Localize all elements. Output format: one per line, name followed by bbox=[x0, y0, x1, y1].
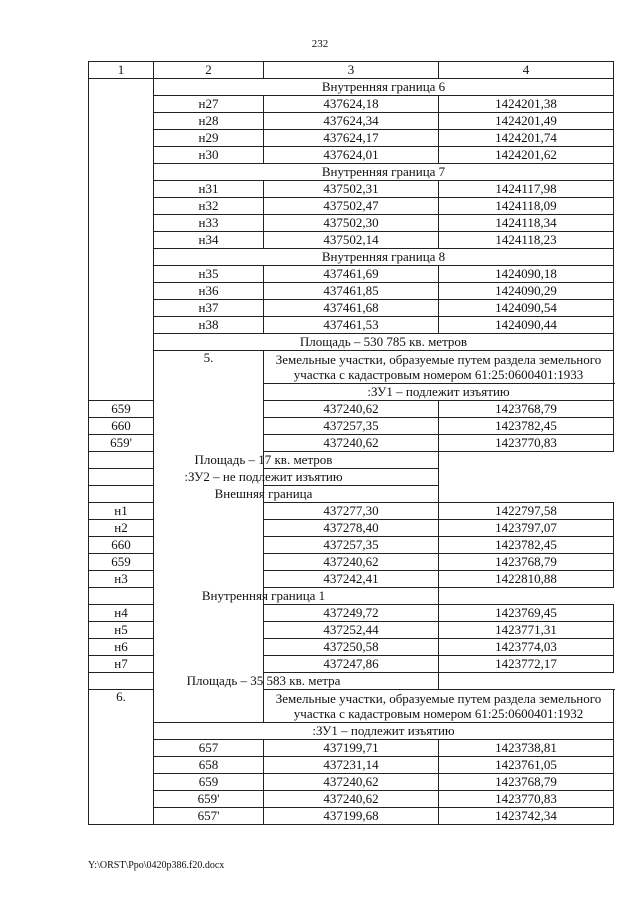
x-coordinate-cell: 437502,30 bbox=[264, 215, 439, 232]
y-coordinate-cell: 1423771,31 bbox=[439, 622, 614, 639]
file-path-footer: Y:\ORST\Ppo\0420p386.f20.docx bbox=[88, 860, 225, 871]
y-coordinate-cell: 1423768,79 bbox=[439, 401, 614, 418]
y-coordinate-cell: 1424090,54 bbox=[439, 300, 614, 317]
x-coordinate-cell: 437240,62 bbox=[264, 774, 439, 791]
x-coordinate-cell: 437257,35 bbox=[264, 418, 439, 435]
y-coordinate-cell: 1423782,45 bbox=[439, 537, 614, 554]
x-coordinate-cell: 437247,86 bbox=[264, 656, 439, 673]
subheading-row bbox=[89, 334, 614, 351]
x-coordinate-cell: 437240,62 bbox=[264, 435, 439, 452]
x-coordinate-cell: 437624,18 bbox=[264, 96, 439, 113]
x-coordinate-cell: 437461,69 bbox=[264, 266, 439, 283]
table-row bbox=[89, 808, 614, 825]
y-coordinate-cell: 1422797,58 bbox=[439, 503, 614, 520]
point-id-cell: 659 bbox=[154, 774, 264, 791]
y-coordinate-cell: 1423770,83 bbox=[439, 791, 614, 808]
point-id-cell: 660 bbox=[89, 537, 154, 554]
x-coordinate-cell: 437231,14 bbox=[264, 757, 439, 774]
section-number-cell bbox=[89, 79, 154, 401]
x-coordinate-cell: 437240,62 bbox=[264, 554, 439, 571]
table-row bbox=[89, 283, 614, 300]
x-coordinate-cell: 437199,71 bbox=[264, 740, 439, 757]
table-row bbox=[89, 317, 614, 334]
subheading-cell: :ЗУ1 – подлежит изъятию bbox=[264, 384, 614, 401]
table-body bbox=[89, 62, 614, 825]
table-row bbox=[89, 266, 614, 283]
point-id-cell: н7 bbox=[89, 656, 154, 673]
x-coordinate-cell: 437252,44 bbox=[264, 622, 439, 639]
subheading-row bbox=[89, 249, 614, 266]
x-coordinate-cell: 437624,01 bbox=[264, 147, 439, 164]
point-id-cell: н28 bbox=[154, 113, 264, 130]
table-row bbox=[89, 791, 614, 808]
table-row bbox=[89, 232, 614, 249]
point-id-cell: н38 bbox=[154, 317, 264, 334]
point-id-cell: 659' bbox=[154, 791, 264, 808]
x-coordinate-cell: 437257,35 bbox=[264, 537, 439, 554]
point-id-cell: н2 bbox=[89, 520, 154, 537]
y-coordinate-cell: 1423774,03 bbox=[439, 639, 614, 656]
section-title-cell: Земельные участки, образуемые путем раздела земельного участка с кадастровым номером 61:25:0600401:1933 bbox=[264, 351, 614, 384]
y-coordinate-cell: 1424117,98 bbox=[439, 181, 614, 198]
x-coordinate-cell: 437250,58 bbox=[264, 639, 439, 656]
section-title-row bbox=[89, 351, 614, 384]
table-row bbox=[89, 774, 614, 791]
y-coordinate-cell: 1423768,79 bbox=[439, 554, 614, 571]
section-title-cell: Земельные участки, образуемые путем раздела земельного участка с кадастровым номером 61:25:0600401:1932 bbox=[264, 690, 614, 723]
y-coordinate-cell: 1423770,83 bbox=[439, 435, 614, 452]
section-number-cell: 6. bbox=[89, 690, 154, 825]
subheading-row bbox=[89, 469, 614, 486]
point-id-cell: 659 bbox=[89, 401, 154, 418]
point-id-cell: 658 bbox=[154, 757, 264, 774]
point-id-cell: н29 bbox=[154, 130, 264, 147]
y-coordinate-cell: 1422810,88 bbox=[439, 571, 614, 588]
y-coordinate-cell: 1423797,07 bbox=[439, 520, 614, 537]
point-id-cell: н33 bbox=[154, 215, 264, 232]
subheading-cell: Внутренняя граница 1 bbox=[89, 588, 439, 605]
y-coordinate-cell: 1423742,34 bbox=[439, 808, 614, 825]
page-number: 232 bbox=[311, 38, 329, 50]
subheading-cell: :ЗУ1 – подлежит изъятию bbox=[154, 723, 614, 740]
subheading-cell: Внешняя граница bbox=[89, 486, 439, 503]
header-cell: 4 bbox=[439, 62, 614, 79]
y-coordinate-cell: 1423738,81 bbox=[439, 740, 614, 757]
y-coordinate-cell: 1424201,74 bbox=[439, 130, 614, 147]
subheading-row bbox=[89, 723, 614, 740]
point-id-cell: н27 bbox=[154, 96, 264, 113]
table-row bbox=[89, 198, 614, 215]
point-id-cell: 659 bbox=[89, 554, 154, 571]
y-coordinate-cell: 1424201,38 bbox=[439, 96, 614, 113]
table-row bbox=[89, 113, 614, 130]
y-coordinate-cell: 1423769,45 bbox=[439, 605, 614, 622]
y-coordinate-cell: 1424090,29 bbox=[439, 283, 614, 300]
subheading-cell: Внутренняя граница 8 bbox=[154, 249, 614, 266]
header-cell: 2 bbox=[154, 62, 264, 79]
y-coordinate-cell: 1424201,49 bbox=[439, 113, 614, 130]
subheading-cell: Внутренняя граница 7 bbox=[154, 164, 614, 181]
x-coordinate-cell: 437242,41 bbox=[264, 571, 439, 588]
point-id-cell: 657 bbox=[154, 740, 264, 757]
point-id-cell: н3 bbox=[89, 571, 154, 588]
y-coordinate-cell: 1423761,05 bbox=[439, 757, 614, 774]
subheading-row bbox=[89, 79, 614, 96]
point-id-cell: 657' bbox=[154, 808, 264, 825]
x-coordinate-cell: 437240,62 bbox=[264, 791, 439, 808]
subheading-row bbox=[89, 486, 614, 503]
coordinates-table bbox=[88, 61, 614, 825]
subheading-row bbox=[89, 673, 614, 690]
table-row bbox=[89, 96, 614, 113]
x-coordinate-cell: 437502,14 bbox=[264, 232, 439, 249]
y-coordinate-cell: 1423772,17 bbox=[439, 656, 614, 673]
x-coordinate-cell: 437249,72 bbox=[264, 605, 439, 622]
x-coordinate-cell: 437461,68 bbox=[264, 300, 439, 317]
header-row bbox=[89, 62, 614, 79]
point-id-cell: н4 bbox=[89, 605, 154, 622]
subheading-row bbox=[89, 588, 614, 605]
y-coordinate-cell: 1424090,44 bbox=[439, 317, 614, 334]
table-row bbox=[89, 147, 614, 164]
x-coordinate-cell: 437199,68 bbox=[264, 808, 439, 825]
point-id-cell: 659' bbox=[89, 435, 154, 452]
point-id-cell: н5 bbox=[89, 622, 154, 639]
table-row bbox=[89, 300, 614, 317]
y-coordinate-cell: 1423782,45 bbox=[439, 418, 614, 435]
header-cell: 1 bbox=[89, 62, 154, 79]
x-coordinate-cell: 437624,34 bbox=[264, 113, 439, 130]
point-id-cell: н35 bbox=[154, 266, 264, 283]
point-id-cell: н31 bbox=[154, 181, 264, 198]
subheading-cell: Площадь – 17 кв. метров bbox=[89, 452, 439, 469]
subheading-cell: Внутренняя граница 6 bbox=[154, 79, 614, 96]
point-id-cell: н32 bbox=[154, 198, 264, 215]
point-id-cell: н36 bbox=[154, 283, 264, 300]
x-coordinate-cell: 437461,85 bbox=[264, 283, 439, 300]
point-id-cell: н30 bbox=[154, 147, 264, 164]
subheading-cell: :ЗУ2 – не подлежит изъятию bbox=[89, 469, 439, 486]
point-id-cell: 660 bbox=[89, 418, 154, 435]
point-id-cell: н34 bbox=[154, 232, 264, 249]
x-coordinate-cell: 437502,47 bbox=[264, 198, 439, 215]
x-coordinate-cell: 437278,40 bbox=[264, 520, 439, 537]
x-coordinate-cell: 437277,30 bbox=[264, 503, 439, 520]
y-coordinate-cell: 1424201,62 bbox=[439, 147, 614, 164]
section-number-cell: 5. bbox=[154, 351, 264, 723]
y-coordinate-cell: 1424118,09 bbox=[439, 198, 614, 215]
subheading-row bbox=[89, 452, 614, 469]
x-coordinate-cell: 437624,17 bbox=[264, 130, 439, 147]
point-id-cell: н37 bbox=[154, 300, 264, 317]
point-id-cell: н1 bbox=[89, 503, 154, 520]
x-coordinate-cell: 437502,31 bbox=[264, 181, 439, 198]
header-cell: 3 bbox=[264, 62, 439, 79]
table-row bbox=[89, 757, 614, 774]
y-coordinate-cell: 1423768,79 bbox=[439, 774, 614, 791]
y-coordinate-cell: 1424090,18 bbox=[439, 266, 614, 283]
table-row bbox=[89, 740, 614, 757]
table-row bbox=[89, 130, 614, 147]
x-coordinate-cell: 437461,53 bbox=[264, 317, 439, 334]
table-row bbox=[89, 181, 614, 198]
y-coordinate-cell: 1424118,23 bbox=[439, 232, 614, 249]
subheading-cell: Площадь – 35 583 кв. метра bbox=[89, 673, 439, 690]
table-row bbox=[89, 215, 614, 232]
x-coordinate-cell: 437240,62 bbox=[264, 401, 439, 418]
point-id-cell: н6 bbox=[89, 639, 154, 656]
subheading-row bbox=[89, 164, 614, 181]
y-coordinate-cell: 1424118,34 bbox=[439, 215, 614, 232]
subheading-cell: Площадь – 530 785 кв. метров bbox=[154, 334, 614, 351]
